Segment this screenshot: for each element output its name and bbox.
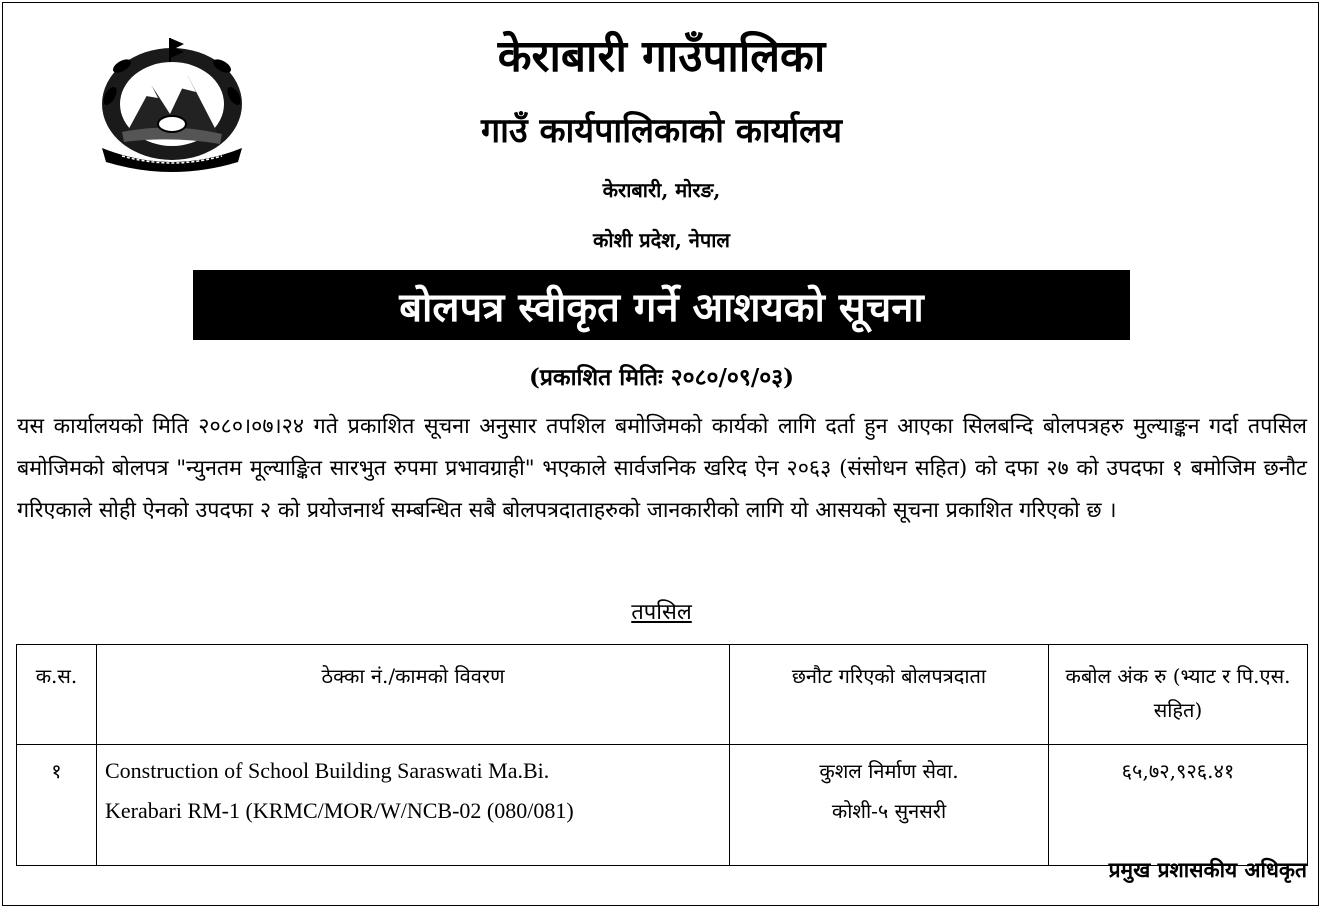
description-line-1: Construction of School Building Saraswati Ma.Bi. (105, 758, 550, 783)
schedule-heading-text: तपसिल (631, 600, 692, 625)
column-header-description: ठेक्का नं./कामको विवरण (97, 645, 730, 745)
address-line-2: कोशी प्रदेश, नेपाल (592, 228, 730, 252)
notice-title: बोलपत्र स्वीकृत गर्ने आशयको सूचना (399, 283, 924, 331)
notice-title-banner (193, 270, 1130, 340)
schedule-heading (0, 596, 1323, 626)
description-line-2: Kerabari RM-1 (KRMC/MOR/W/NCB-02 (080/081) (105, 798, 574, 823)
column-header-amount: कबोल अंक रु (भ्याट र पि.एस. सहित) (1049, 645, 1308, 745)
cell-bidder (730, 745, 1049, 866)
notice-body: यस कार्यालयको मिति २०८०।०७।२४ गते प्रकाशित सूचना अनुसार तपशिल बमोजिमको कार्यको लागि दर्ता हुन आएका सिलबन्दि बोलपत्रहरु मुल्याङ्कन गर्दा तपसिल बमोजिमको बोलपत्र "न्युनतम मूल्याङ्कित सारभुत रुपमा प्रभावग्राही" भएकाले सार्वजनिक खरिद ऐन २०६३ (संसोधन सहित) को दफा २७ को उपदफा १ बमोजिम छनौट गरिएकाले सोही ऐनको उपदफा २ को प्रयोजनार्थ सम्बन्धित सबै बोलपत्रदाताहरुको जानकारीको लागि यो आसयको सूचना प्रकाशित गरिएको छ । (17, 414, 1307, 523)
org-name: केराबारी गाउँपालिका (497, 31, 826, 82)
office-name: गाउँ कार्यपालिकाको कार्यालय (481, 111, 842, 151)
bidder-line-1: कुशल निर्माण सेवा. (819, 759, 959, 783)
column-header-sn: क.स. (17, 645, 97, 745)
address-line-1: केराबारी, मोरङ, (602, 178, 721, 202)
cell-amount: ६५,७२,९२६.४१ (1049, 745, 1308, 866)
schedule-table (16, 644, 1308, 866)
cell-sn: १ (17, 745, 97, 866)
signature-title: प्रमुख प्रशासकीय अधिकृत (1108, 857, 1307, 882)
cell-description (97, 745, 730, 866)
bidder-line-2: कोशी-५ सुनसरी (831, 799, 947, 823)
column-header-bidder: छनौट गरिएको बोलपत्रदाता (730, 645, 1049, 745)
table-row (17, 745, 1308, 866)
published-date: (प्रकाशित मितिः २०८०/०९/०३) (528, 364, 795, 391)
table-header-row (17, 645, 1308, 745)
